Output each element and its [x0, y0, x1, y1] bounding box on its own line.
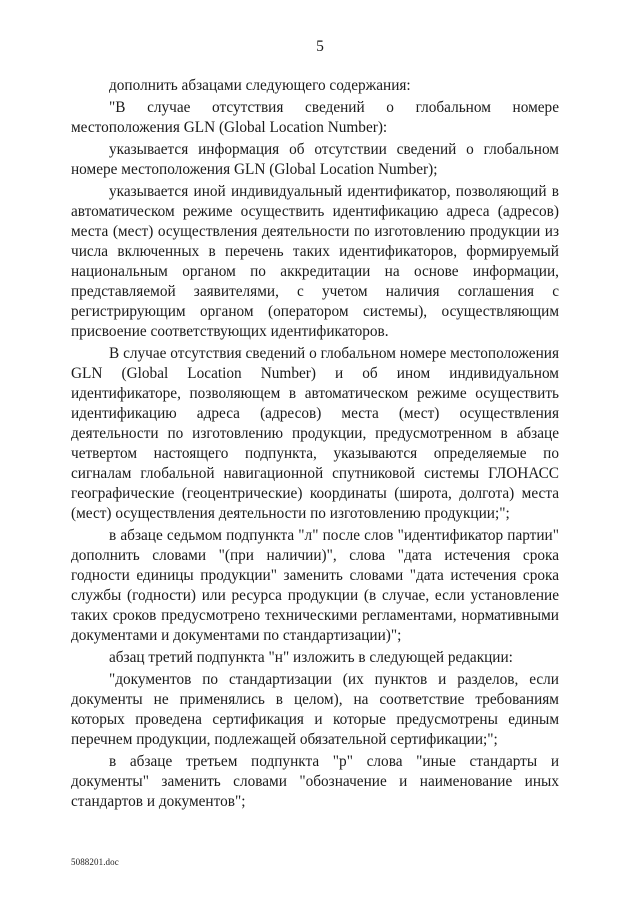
paragraph-2: "В случае отсутствия сведений о глобальном номере местоположения GLN (Global Location Number): — [71, 99, 559, 136]
document-body — [71, 76, 559, 812]
paragraph-9: в абзаце третьем подпункта "р" слова "иные стандарты и документы" заменить словами "обозначение и наименование иных стандартов и документов"; — [71, 753, 559, 810]
paragraph-7: абзац третий подпункта "н" изложить в следующей редакции: — [109, 649, 513, 666]
paragraph-4: указывается иной индивидуальный идентификатор, позволяющий в автоматическом режиме осуществить идентификацию адреса (адресов) места (мест) осуществления деятельности по изготовлению продукции из числа включенных в перечень таких идентификаторов, формируемый национальным органом по аккредитации на основе информации, представляемой заявителями, с учетом наличия соглашения с регистрирующим органом (оператором системы), осуществляющим присвоение соответствующих идентификаторов. — [71, 183, 559, 340]
paragraph-3: указывается информация об отсутствии сведений о глобальном номере местоположения GLN (Global Location Number); — [71, 141, 559, 178]
page-number: 5 — [316, 38, 324, 55]
paragraph-6: в абзаце седьмом подпункта "л" после слов "идентификатор партии" дополнить словами "(при наличии)", слова "дата истечения срока годности единицы продукции" заменить словами "дата истечения срока службы (годности) или ресурса продукции (в случае, если установление таких сроков предусмотрено техническими регламентами, нормативными документами и документами по стандартизации)"; — [71, 527, 559, 644]
footer-file-name: 5088201.doc — [71, 857, 119, 867]
paragraph-8: "документов по стандартизации (их пунктов и разделов, если документы не применялись в целом), на соответствие требованиям которых проведена сертификация и которые предусмотрены единым перечнем продукции, подлежащей обязательной сертификации;"; — [71, 671, 559, 748]
paragraph-1: дополнить абзацами следующего содержания: — [109, 77, 411, 94]
paragraph-5: В случае отсутствия сведений о глобальном номере местоположения GLN (Global Location Number) и об ином индивидуальном идентификаторе, позволяющем в автоматическом режиме осуществить идентификацию адреса (адресов) места (мест) осуществления деятельности по изготовлению продукции, предусмотренном в абзаце четвертом настоящего подпункта, указываются определяемые по сигналам глобальной навигационной спутниковой системы ГЛОНАСС географические (геоцентрические) координаты (широта, долгота) места (мест) осуществления деятельности по изготовлению продукции;"; — [71, 345, 559, 522]
